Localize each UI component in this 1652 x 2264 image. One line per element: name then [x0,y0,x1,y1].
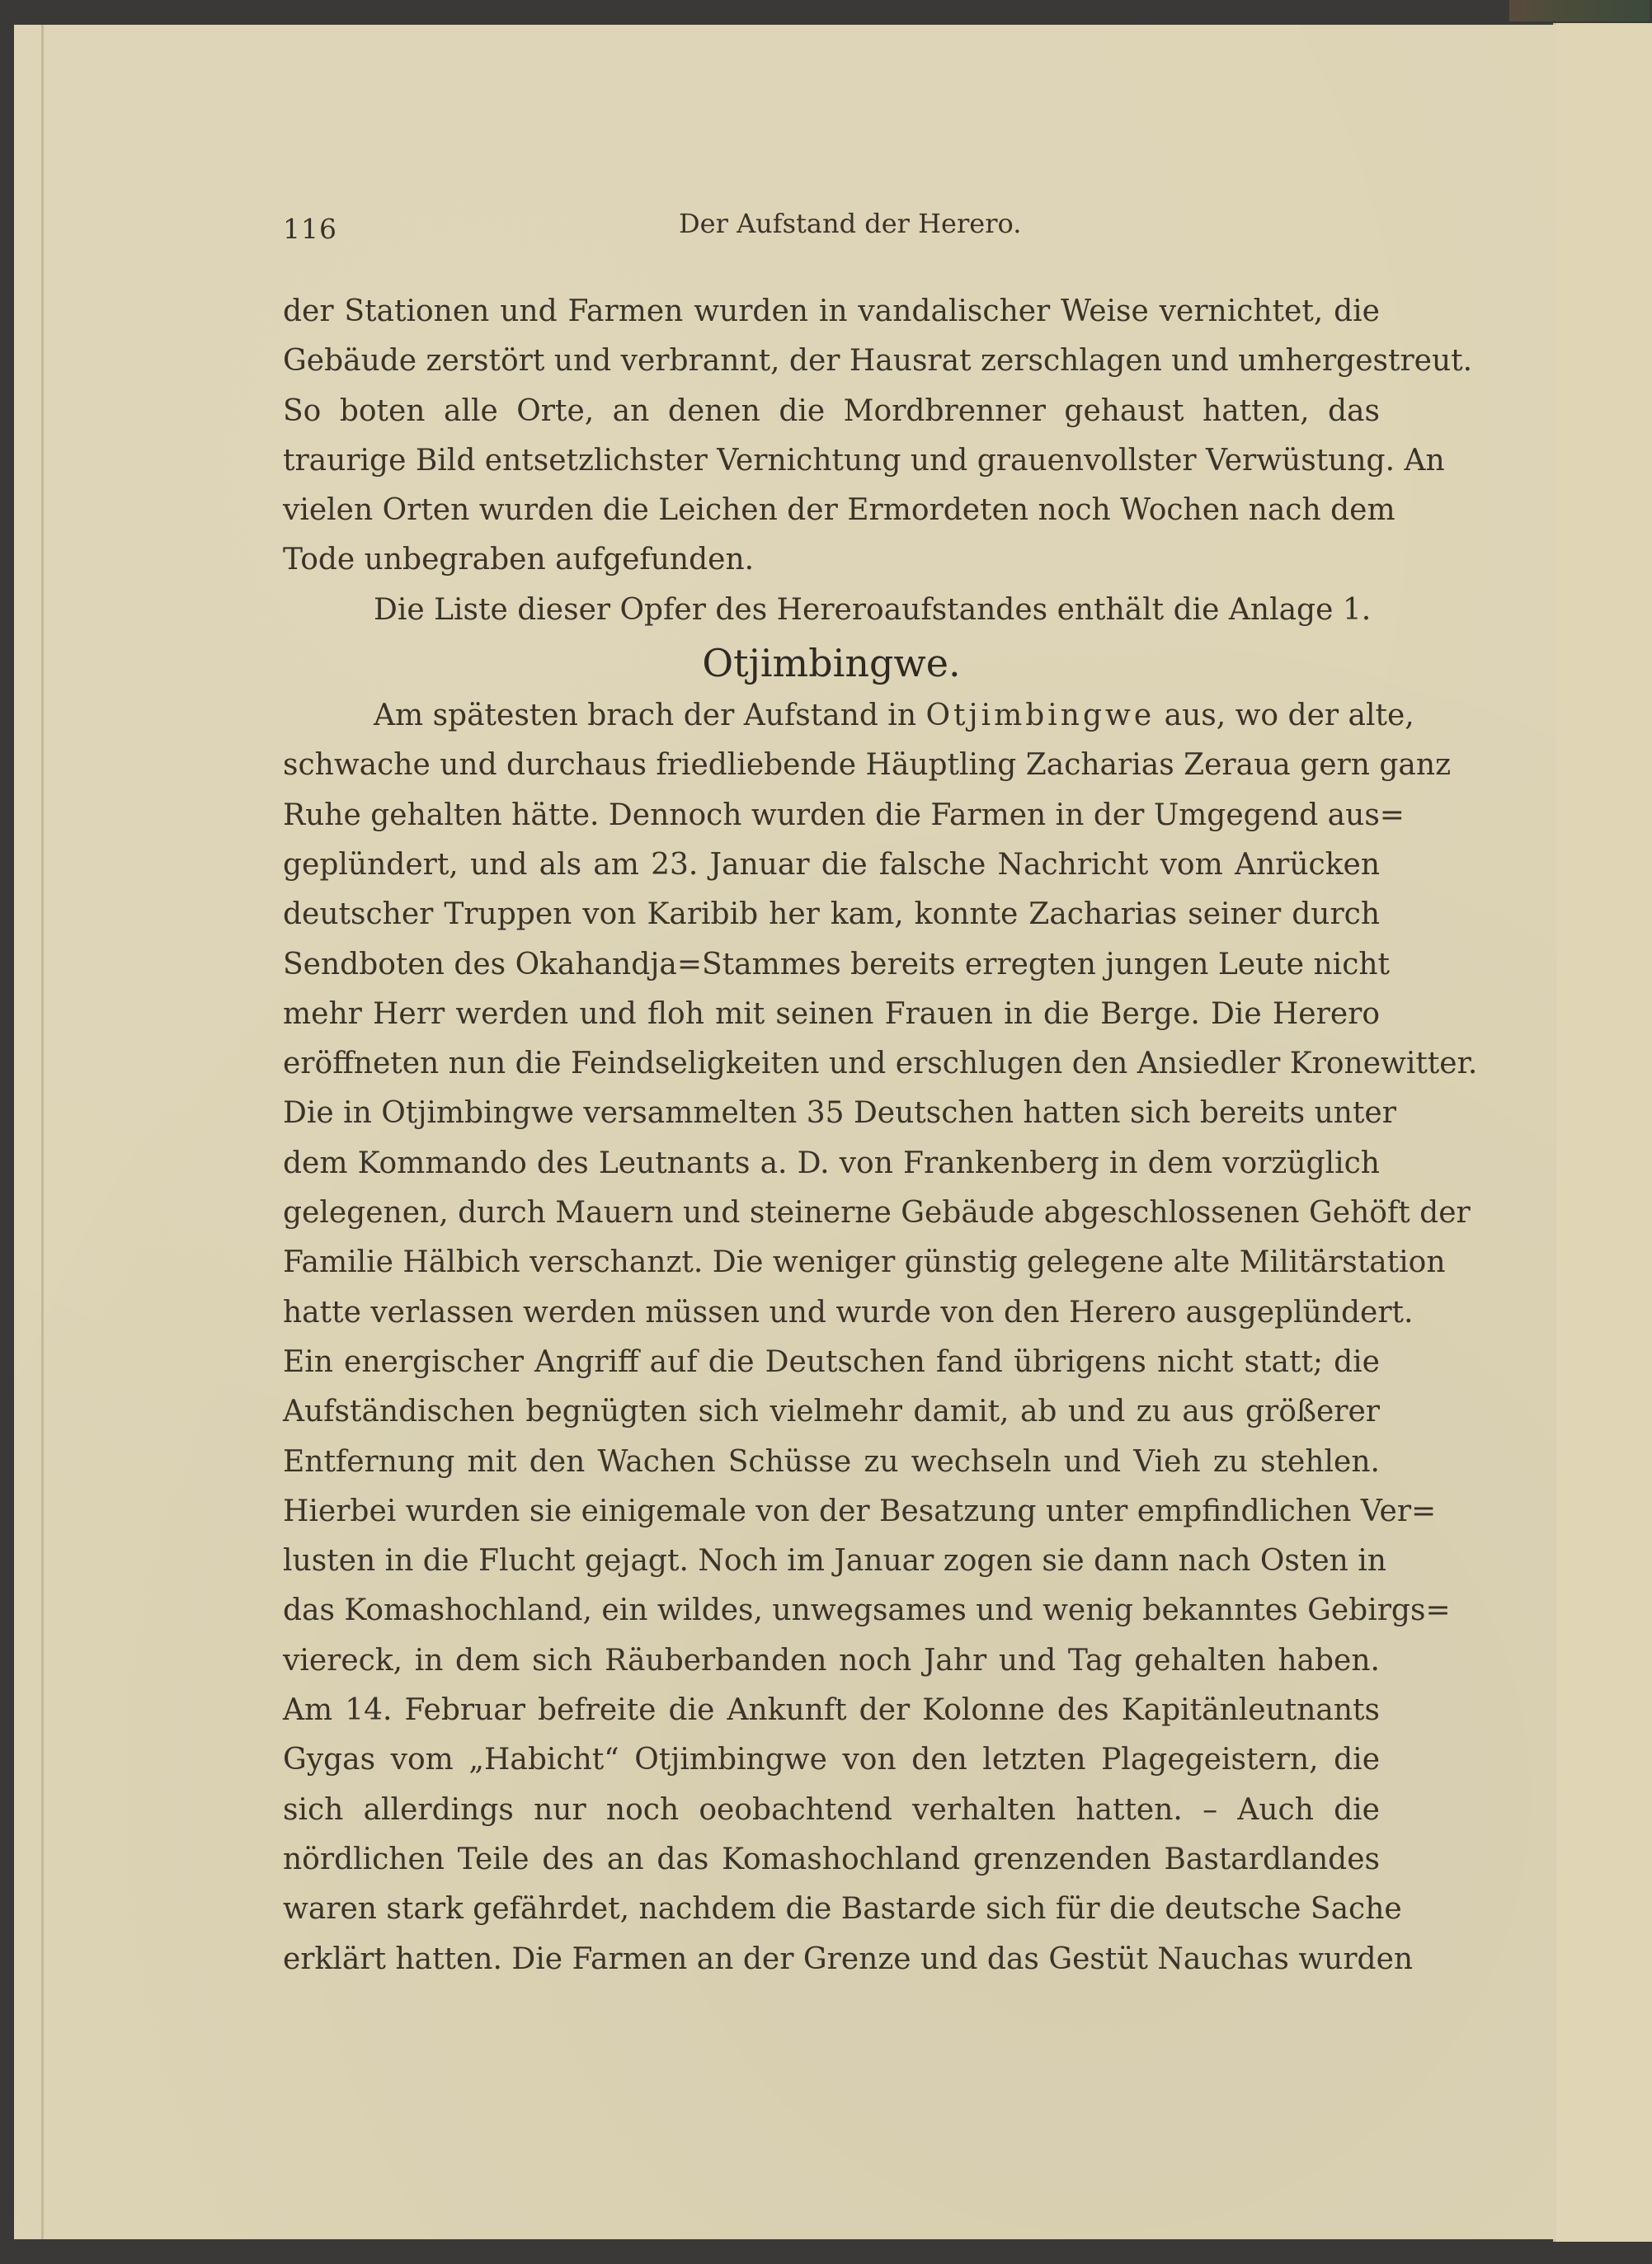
text-line: Ein energischer Angriff auf die Deutschen fand übrigens nicht statt; die [283,1344,1380,1379]
text-line: sich allerdings nur noch oeobachtend verhalten hatten. – Auch die [283,1792,1380,1827]
body-text [283,287,1478,1984]
paragraph-3 [283,691,1478,1984]
adjacent-page-edge [1553,23,1652,2242]
text-line: waren stark gefährdet, nachdem die Bastarde sich für die deutsche Sache [283,1892,1402,1927]
text-line: hatte verlassen werden müssen und wurde von den Herero ausgeplündert. [283,1295,1414,1330]
book-cover-edge [1509,0,1650,21]
text-line: Ruhe gehalten hätte. Dennoch wurden die Farmen in der Umgegend aus= [283,798,1405,832]
text-line: der Stationen und Farmen wurden in vandalischer Weise vernichtet, die [283,294,1380,328]
text-line: eröffneten nun die Feindseligkeiten und erschlugen den Ansiedler Kronewitter. [283,1047,1478,1081]
text-line: lusten in die Flucht gejagt. Noch im Januar zogen sie dann nach Osten in [283,1544,1386,1579]
page-number: 116 [283,213,337,245]
text-line: So boten alle Orte, an denen die Mordbrenner gehaust hatten, das [283,393,1380,428]
text-line: nördlichen Teile des an das Komashochland grenzenden Bastardlandes [283,1842,1380,1876]
text-line: Am 14. Februar befreite die Ankunft der Kolonne des Kapitänleutnants [283,1693,1380,1728]
text-line: schwache und durchaus friedliebende Häuptling Zacharias Zeraua gern ganz [283,748,1452,783]
text-line: das Komashochland, ein wildes, unwegsames und wenig bekanntes Gebirgs= [283,1593,1451,1628]
text-line: erklärt hatten. Die Farmen an der Grenze und das Gestüt Nauchas wurden [283,1942,1414,1976]
running-head [0,208,1650,254]
text-line: Tode unbegraben aufgefunden. [283,543,755,577]
text-line: dem Kommando des Leutnants a. D. von Frankenberg in dem vorzüglich [283,1146,1380,1180]
place-name-spaced: Otjimbingwe [925,699,1155,733]
text-line: gelegenen, durch Mauern und steinerne Gebäude abgeschlossenen Gehöft der [283,1196,1471,1231]
text-line: Die in Otjimbingwe versammelten 35 Deutschen hatten sich bereits unter [283,1096,1396,1131]
text-line: traurige Bild entsetzlichster Vernichtung und grauenvollster Verwüstung. An [283,443,1445,478]
text-line: Familie Hälbich verschanzt. Die weniger günstig gelegene alte Militärstation [283,1245,1446,1280]
text-line: Gygas vom „Habicht“ Otjimbingwe von den letzten Plagegeistern, die [283,1743,1380,1777]
text-line: Hierbei wurden sie einigemale von der Besatzung unter empfindlichen Ver= [283,1494,1437,1528]
text-run: aus, wo der alte, [1155,699,1414,733]
text-line: Sendboten des Okahandja=Stammes bereits erregten jungen Leute nicht [283,947,1391,981]
paragraph-2: Die Liste dieser Opfer des Hereroaufstandes enthält die Anlage 1. [374,592,1372,627]
text-line: Entfernung mit den Wachen Schüsse zu wechseln und Vieh zu stehlen. [283,1444,1380,1479]
page-edge-line [41,25,44,2239]
text-line: mehr Herr werden und floh mit seinen Frauen in die Berge. Die Herero [283,996,1380,1031]
text-run: Am spätesten brach der Aufstand in [374,699,926,733]
text-line: Gebäude zerstört und verbrannt, der Hausrat zerschlagen und umhergestreut. [283,344,1473,379]
text-line [283,691,1414,741]
text-line: deutscher Truppen von Karibib her kam, konnte Zacharias seiner durch [283,897,1380,932]
text-line: geplündert, und als am 23. Januar die falsche Nachricht vom Anrücken [283,847,1380,882]
text-line: viereck, in dem sich Räuberbanden noch Jahr und Tag gehalten haben. [283,1643,1380,1678]
text-line: Aufständischen begnügten sich vielmehr damit, ab und zu aus größerer [283,1395,1380,1429]
section-heading: Otjimbingwe. [702,641,961,686]
paragraph-1 [283,287,1473,586]
text-line: vielen Orten wurden die Leichen der Ermordeten noch Wochen nach dem [283,493,1395,528]
running-title: Der Aufstand der Herero. [679,208,1022,239]
